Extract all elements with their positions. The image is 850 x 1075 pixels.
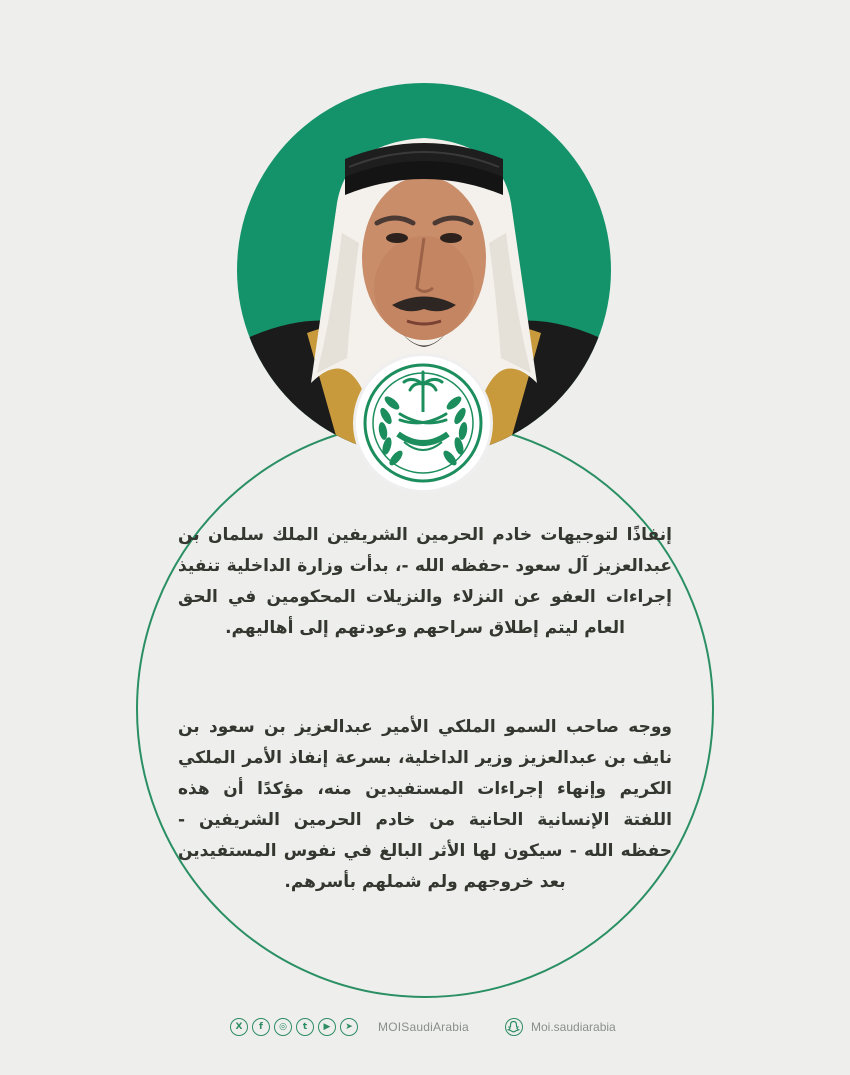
social-handle-snapchat[interactable]: Moi.saudiarabia [531, 1020, 616, 1034]
youtube-icon[interactable]: ▶ [318, 1018, 336, 1036]
tumblr-icon[interactable]: t [296, 1018, 314, 1036]
ministry-emblem-icon [356, 356, 490, 490]
announcement-paragraph-2: ووجه صاحب السمو الملكي الأمير عبدالعزيز بن سعود بن نايف بن عبدالعزيز وزير الداخلية، بسرعة إنفاذ الأمر الملكي الكريم وإنهاء إجراءات المستفيدين منه، مؤكدًا أن هذه اللفتة الإنسانية الحانية من خادم الحرمين الشريفين - حفظه الله - سيكون لها الأثر البالغ في نفوس المستفيدين بعد خروجهم ولم شملهم بأسرهم. [178, 717, 672, 892]
x-icon[interactable]: X [230, 1018, 248, 1036]
telegram-icon[interactable]: ➤ [340, 1018, 358, 1036]
social-handle-main[interactable]: MOISaudiArabia [378, 1020, 469, 1034]
instagram-icon[interactable]: ◎ [274, 1018, 292, 1036]
snapchat-icon[interactable] [505, 1018, 523, 1036]
footer [0, 1016, 850, 1042]
announcement-paragraph-1: إنفاذًا لتوجيهات خادم الحرمين الشريفين الملك سلمان بن عبدالعزيز آل سعود -حفظه الله -، بدأت وزارة الداخلية تنفيذ إجراءات العفو عن النزلاء والنزيلات المحكومين في الحق العام ليتم إطلاق سراحهم وعودتهم إلى أهاليهم. [178, 525, 672, 638]
facebook-icon[interactable]: f [252, 1018, 270, 1036]
social-icons [230, 1018, 358, 1036]
ministry-emblem [356, 356, 490, 490]
text-frame-circle [136, 420, 714, 998]
